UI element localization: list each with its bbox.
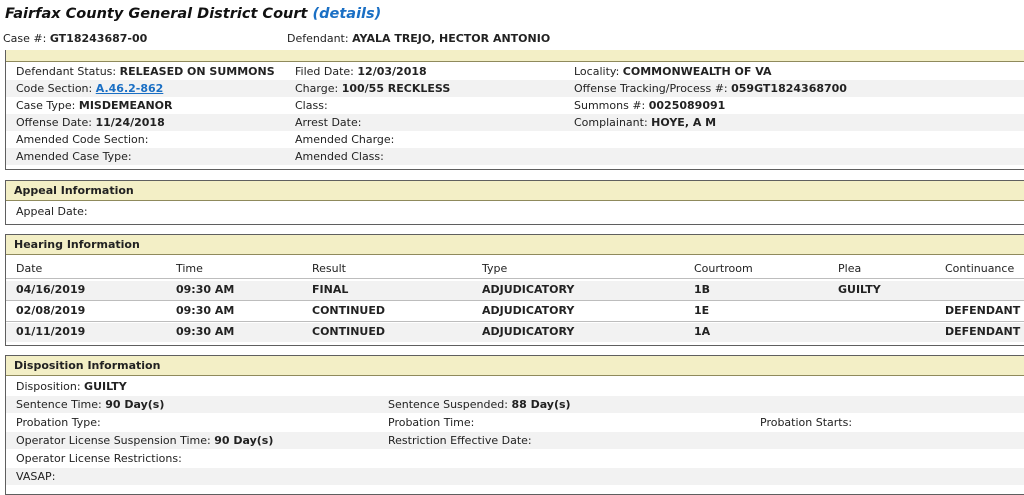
case-info-panel (5, 50, 1024, 170)
table-cell: ADJUDICATORY (482, 325, 575, 338)
field-value: 90 Day(s) (214, 434, 274, 447)
table-cell: ADJUDICATORY (482, 304, 575, 317)
field-label: Charge: (295, 82, 339, 95)
hearing-header: Hearing Information (6, 235, 1024, 255)
disposition-row (6, 414, 1024, 431)
field-label: Case Type: (16, 99, 76, 112)
field-value: 100/55 RECKLESS (341, 82, 451, 95)
field-label: Locality: (574, 65, 620, 78)
amended-class-field: Amended Class: (295, 150, 384, 163)
page-title (5, 6, 381, 22)
table-cell: 01/11/2019 (16, 325, 86, 338)
appeal-row (6, 203, 1024, 220)
defendant-label: Defendant: (287, 32, 349, 45)
table-cell: 1A (694, 325, 711, 338)
appeal-header: Appeal Information (6, 181, 1024, 201)
class-field: Class: (295, 99, 328, 112)
defendant-field (287, 32, 550, 45)
field-label: Sentence Suspended: (388, 398, 508, 411)
probation-time-field: Probation Time: (388, 416, 475, 429)
defendant-status-field (16, 65, 275, 78)
column-header: Courtroom (694, 262, 753, 275)
case-number-value: GT18243687-00 (49, 32, 148, 45)
column-header: Time (176, 262, 203, 275)
field-value: 0025089091 (648, 99, 726, 112)
code-section-link[interactable]: A.46.2-862 (95, 82, 164, 95)
case-info-row (6, 97, 1024, 114)
summons-field (574, 99, 725, 112)
field-value: 12/03/2018 (357, 65, 427, 78)
table-cell: ADJUDICATORY (482, 283, 575, 296)
case-info-row (6, 114, 1024, 131)
divider (6, 321, 1024, 322)
amended-code-section-field: Amended Code Section: (16, 133, 149, 146)
code-section-field (16, 82, 163, 95)
table-cell: 09:30 AM (176, 304, 235, 317)
field-value: 059GT1824368700 (731, 82, 847, 95)
court-name: Fairfax County General District Court (5, 6, 308, 22)
field-value: COMMONWEALTH OF VA (622, 65, 772, 78)
disposition-panel (5, 355, 1024, 495)
case-info-row (6, 63, 1024, 80)
case-number-label: Case #: (3, 32, 47, 45)
field-label: Offense Tracking/Process #: (574, 82, 728, 95)
disposition-header: Disposition Information (6, 356, 1024, 376)
table-cell: FINAL (312, 283, 349, 296)
case-info-row (6, 131, 1024, 148)
defendant-value: AYALA TREJO, HECTOR ANTONIO (352, 32, 551, 45)
field-value: 11/24/2018 (95, 116, 165, 129)
field-value: 88 Day(s) (511, 398, 571, 411)
field-value: 90 Day(s) (105, 398, 165, 411)
details-link[interactable]: (details) (312, 6, 382, 22)
amended-charge-field: Amended Charge: (295, 133, 395, 146)
vasap-field: VASAP: (16, 470, 56, 483)
restriction-effective-field: Restriction Effective Date: (388, 434, 532, 447)
table-cell: 02/08/2019 (16, 304, 86, 317)
table-row (6, 302, 1024, 321)
amended-case-type-field: Amended Case Type: (16, 150, 132, 163)
offense-date-field (16, 116, 165, 129)
arrest-date-field: Arrest Date: (295, 116, 362, 129)
table-cell: 04/16/2019 (16, 283, 86, 296)
table-cell: CONTINUED (312, 325, 386, 338)
ol-suspension-field (16, 434, 273, 447)
column-header: Type (482, 262, 508, 275)
column-header: Plea (838, 262, 862, 275)
field-value: MISDEMEANOR (78, 99, 173, 112)
hearing-column-headers (6, 260, 1024, 280)
column-header: Continuance (945, 262, 1015, 275)
field-value: HOYE, A M (651, 116, 717, 129)
sentence-suspended-field (388, 398, 571, 411)
field-value: RELEASED ON SUMMONS (119, 65, 275, 78)
table-cell: CONTINUED (312, 304, 386, 317)
hearing-panel (5, 234, 1024, 346)
table-cell: DEFENDANT (945, 304, 1021, 317)
table-cell: 1B (694, 283, 711, 296)
disposition-field (16, 380, 127, 393)
disposition-row (6, 396, 1024, 413)
disposition-row (6, 378, 1024, 395)
sentence-time-field (16, 398, 164, 411)
locality-field (574, 65, 772, 78)
disposition-row (6, 450, 1024, 467)
divider (6, 300, 1024, 301)
disposition-row (6, 468, 1024, 485)
column-header: Date (16, 262, 43, 275)
complainant-field (574, 116, 716, 129)
probation-starts-field: Probation Starts: (760, 416, 853, 429)
field-label: Filed Date: (295, 65, 354, 78)
appeal-panel (5, 180, 1024, 225)
table-cell: 1E (694, 304, 710, 317)
field-label: Summons #: (574, 99, 646, 112)
table-row (6, 323, 1024, 342)
filed-date-field (295, 65, 427, 78)
offense-tracking-field (574, 82, 847, 95)
field-label: Sentence Time: (16, 398, 102, 411)
field-label: Offense Date: (16, 116, 92, 129)
ol-restrictions-field: Operator License Restrictions: (16, 452, 182, 465)
case-info-row (6, 80, 1024, 97)
probation-type-field: Probation Type: (16, 416, 101, 429)
case-info-row (6, 148, 1024, 165)
field-label: Disposition: (16, 380, 81, 393)
case-info-header (6, 50, 1024, 62)
disposition-row (6, 432, 1024, 449)
table-cell: 09:30 AM (176, 325, 235, 338)
table-cell: GUILTY (838, 283, 881, 296)
field-label: Defendant Status: (16, 65, 117, 78)
case-type-field (16, 99, 173, 112)
appeal-date-field: Appeal Date: (16, 205, 88, 218)
case-number-field (3, 32, 147, 45)
table-cell: DEFENDANT (945, 325, 1021, 338)
table-cell: 09:30 AM (176, 283, 235, 296)
charge-field (295, 82, 450, 95)
field-value: GUILTY (84, 380, 127, 393)
field-label: Complainant: (574, 116, 648, 129)
field-label: Code Section: (16, 82, 93, 95)
divider (6, 278, 1024, 279)
field-label: Operator License Suspension Time: (16, 434, 211, 447)
table-row (6, 281, 1024, 300)
column-header: Result (312, 262, 346, 275)
